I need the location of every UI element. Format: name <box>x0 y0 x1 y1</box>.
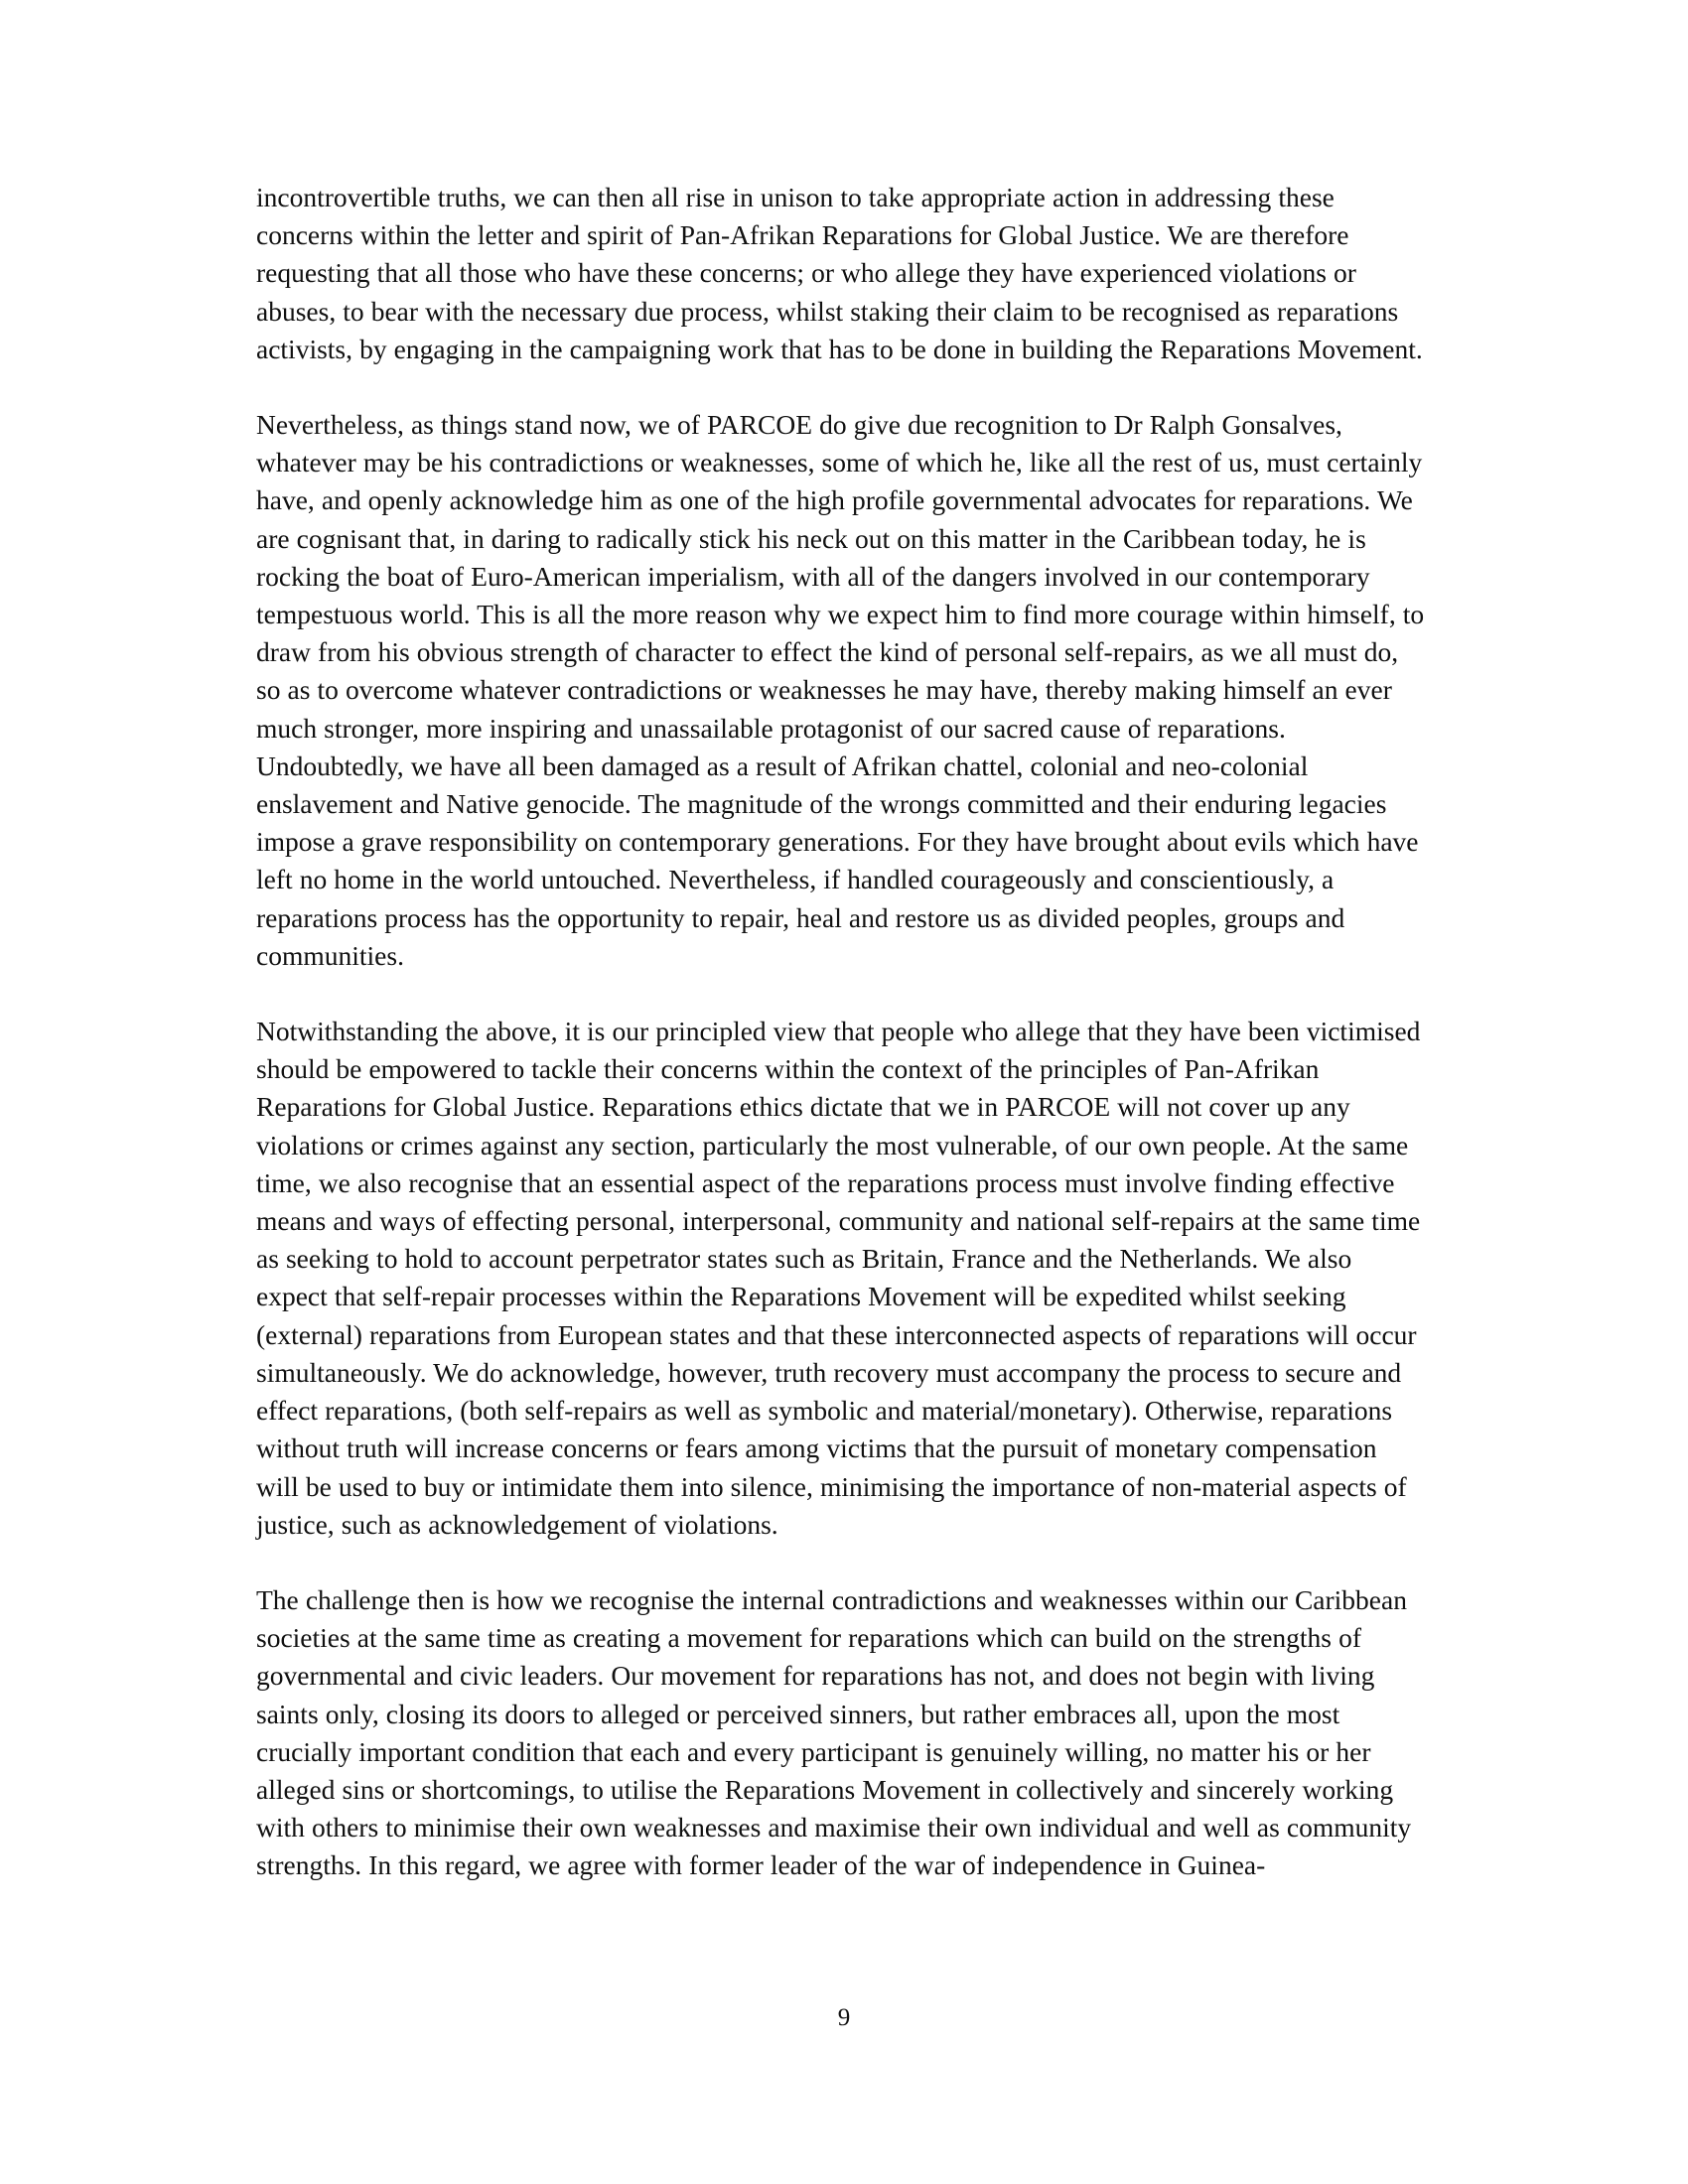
paragraph-2: Nevertheless, as things stand now, we of PARCOE do give due recognition to Dr Ralph Gonsalves, whatever may be his contradictions or weaknesses, some of which he, like all the rest of us, must certainly have, and openly acknowledge him as one of the high profile governmental advocates for reparations. We are cognisant that, in daring to radically stick his neck out on this matter in the Caribbean today, he is rocking the boat of Euro-American imperialism, with all of the dangers involved in our contemporary tempestuous world. This is all the more reason why we expect him to find more courage within himself, to draw from his obvious strength of character to effect the kind of personal self-repairs, as we all must do, so as to overcome whatever contradictions or weaknesses he may have, thereby making himself an ever much stronger, more inspiring and unassailable protagonist of our sacred cause of reparations. Undoubtedly, we have all been damaged as a result of Afrikan chattel, colonial and neo-colonial enslavement and Native genocide. The magnitude of the wrongs committed and their enduring legacies impose a grave responsibility on contemporary generations. For they have brought about evils which have left no home in the world untouched. Nevertheless, if handled courageously and conscientiously, a reparations process has the opportunity to repair, heal and restore us as divided peoples, groups and communities. <box>256 409 1425 971</box>
paragraph-3: Notwithstanding the above, it is our principled view that people who allege that they have been victimised should be empowered to tackle their concerns within the context of the principles of Pan-Afrikan Reparations for Global Justice. Reparations ethics dictate that we in PARCOE will not cover up any violations or crimes against any section, particularly the most vulnerable, of our own people. At the same time, we also recognise that an essential aspect of the reparations process must involve finding effective means and ways of effecting personal, interpersonal, community and national self-repairs at the same time as seeking to hold to account perpetrator states such as Britain, France and the Netherlands. We also expect that self-repair processes within the Reparations Movement will be expedited whilst seeking (external) reparations from European states and that these interconnected aspects of reparations will occur simultaneously. We do acknowledge, however, truth recovery must accompany the process to secure and effect reparations, (both self-repairs as well as symbolic and material/monetary). Otherwise, reparations without truth will increase concerns or fears among victims that the pursuit of monetary compensation will be used to buy or intimidate them into silence, minimising the importance of non-material aspects of justice, such as acknowledgement of violations. <box>256 1016 1421 1540</box>
paragraph-4: The challenge then is how we recognise the internal contradictions and weaknesses within our Caribbean societies at the same time as creating a movement for reparations which can build on the strengths of governmental and civic leaders. Our movement for reparations has not, and does not begin with living saints only, closing its doors to alleged or perceived sinners, but rather embraces all, upon the most crucially important condition that each and every participant is genuinely willing, no matter his or her alleged sins or shortcomings, to utilise the Reparations Movement in collectively and sincerely working with others to minimise their own weaknesses and maximise their own individual and well as community strengths. In this regard, we agree with former leader of the war of independence in Guinea- <box>256 1583 1412 1881</box>
paragraph-1: incontrovertible truths, we can then all rise in unison to take appropriate action in addressing these concerns within the letter and spirit of Pan-Afrikan Reparations for Global Justice. We are therefore requesting that all those who have these concerns; or who allege they have experienced violations or abuses, to bear with the necessary due process, whilst staking their claim to be recognised as reparations activists, by engaging in the campaigning work that has to be done in building the Reparations Movement. <box>256 182 1423 364</box>
page-number: 9 <box>837 2004 851 2031</box>
page-body-text <box>256 179 1426 1885</box>
